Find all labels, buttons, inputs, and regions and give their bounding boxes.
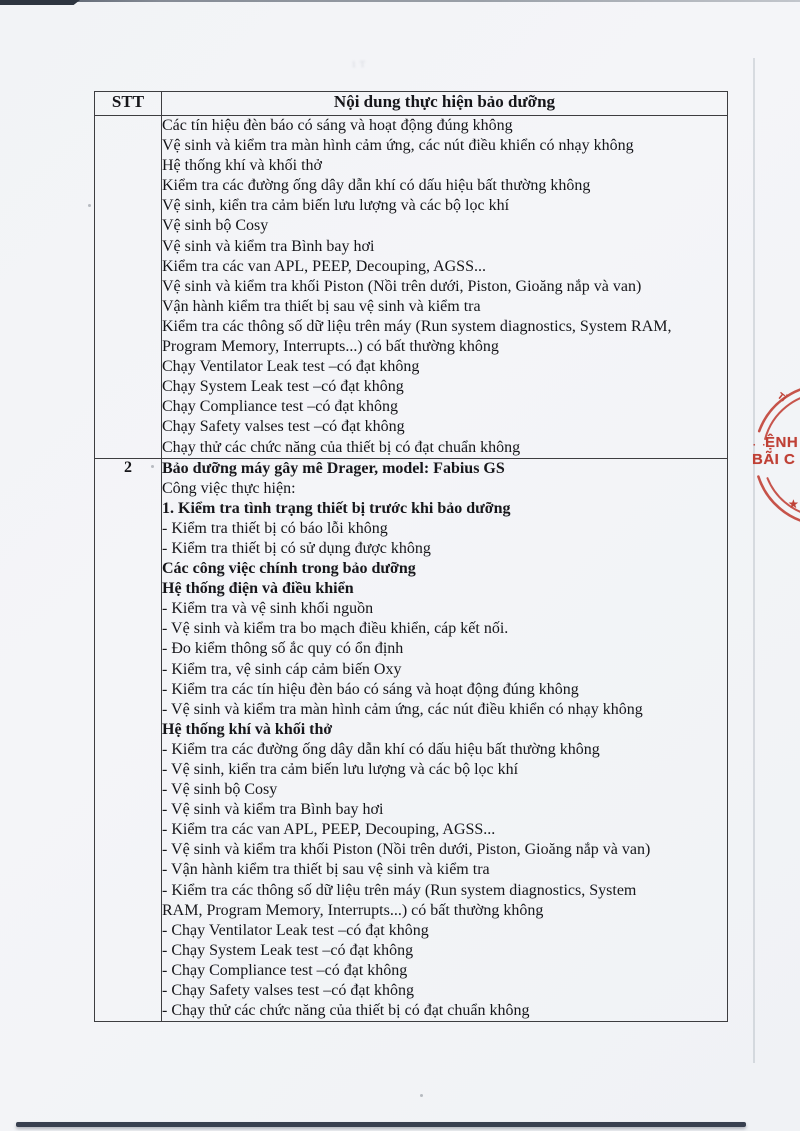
checklist-line: - Kiểm tra thiết bị có sử dụng được không: [162, 539, 431, 557]
checklist-line: - Vệ sinh, kiển tra cảm biến lưu lượng và các bộ lọc khí: [162, 761, 519, 778]
checklist-line: Các tín hiệu đèn báo có sáng và hoạt động đúng không: [162, 117, 513, 134]
checklist-line: - Kiểm tra các đường ống dây dẫn khí có dấu hiệu bất thường không: [162, 740, 600, 758]
row-number: [95, 116, 162, 459]
checklist-line: - Vận hành kiểm tra thiết bị sau vệ sinh và kiểm tra: [162, 861, 490, 879]
checklist-line: Vệ sinh, kiển tra cảm biến lưu lượng và các bộ lọc khí: [162, 197, 510, 215]
stamp-dots: · ·: [753, 440, 768, 450]
checklist-line: Vệ sinh và kiểm tra khối Piston (Nồi trên dưới, Piston, Gioăng nắp và van): [162, 277, 642, 295]
stamp-text-line2: BÃI C: [752, 451, 796, 468]
row-number: 2: [95, 458, 162, 1022]
scan-edge-top-left: [0, 0, 80, 5]
checklist-line: Kiểm tra các thông số dữ liệu trên máy (Run system diagnostics, System RAM,: [162, 317, 672, 335]
checklist-line: Hệ thống khí và khối thở: [162, 157, 322, 175]
checklist-line: - Kiểm tra các van APL, PEEP, Decouping, AGSS...: [162, 821, 496, 839]
checklist-line: - Kiểm tra các tín hiệu đèn báo có sáng và hoạt động đúng không: [162, 680, 579, 698]
table-row: [95, 458, 728, 1022]
checklist-line: Chạy Ventilator Leak test –có đạt không: [162, 358, 420, 376]
checklist-line: - Chạy thử các chức năng của thiết bị có đạt chuẩn không: [162, 1002, 530, 1020]
row-content: [162, 458, 728, 1022]
checklist-line: Program Memory, Interrupts...) có bất thường không: [162, 338, 499, 356]
checklist-line: Công việc thực hiện:: [162, 479, 296, 497]
checklist-line: - Đo kiểm thông số ắc quy có ổn định: [162, 640, 404, 658]
paper-crease: [753, 58, 755, 1063]
checklist-line: Vận hành kiểm tra thiết bị sau vệ sinh và kiểm tra: [162, 297, 481, 315]
scan-edge-top: [0, 0, 800, 2]
hospital-stamp: [745, 375, 800, 535]
checklist-line: - Chạy System Leak test –có đạt không: [162, 941, 414, 959]
checklist-line: Bảo dưỡng máy gây mê Drager, model: Fabius GS: [162, 459, 505, 477]
checklist-line: - Vệ sinh và kiểm tra khối Piston (Nồi trên dưới, Piston, Gioăng nắp và van): [162, 841, 651, 859]
scan-noise: ıт: [351, 54, 370, 71]
checklist-line: - Vệ sinh và kiểm tra màn hình cảm ứng, các nút điều khiển có nhạy không: [162, 700, 643, 718]
checklist-line: Chạy Safety valses test –có đạt không: [162, 418, 405, 436]
checklist-line: - Chạy Ventilator Leak test –có đạt không: [162, 921, 429, 939]
checklist-line: Chạy Compliance test –có đạt không: [162, 398, 398, 416]
checklist-line: Vệ sinh và kiểm tra Bình bay hơi: [162, 237, 375, 255]
checklist-line: - Vệ sinh và kiểm tra bo mạch điều khiển, cáp kết nối.: [162, 620, 509, 638]
stamp-star-icon: ★: [788, 497, 799, 511]
checklist-line: - Kiểm tra thiết bị có báo lỗi không: [162, 519, 388, 537]
header-content: Nội dung thực hiện bảo dưỡng: [162, 92, 728, 116]
maintenance-table: [94, 91, 728, 1022]
stamp-text-line1: ỆNH: [765, 434, 799, 451]
scan-edge-bottom: [16, 1122, 746, 1127]
checklist-line: Vệ sinh bộ Cosy: [162, 217, 269, 235]
stamp-arc-text: TỈ: [775, 390, 789, 404]
checklist-line: Hệ thống điện và điều khiển: [162, 580, 354, 598]
checklist-line: Kiểm tra các van APL, PEEP, Decouping, AGSS...: [162, 257, 486, 275]
checklist-line: RAM, Program Memory, Interrupts...) có bất thường không: [162, 901, 544, 919]
header-stt: STT: [95, 92, 162, 116]
scan-speck: [420, 1094, 423, 1097]
checklist-line: Các công việc chính trong bảo dưỡng: [162, 560, 416, 578]
checklist-line: - Chạy Safety valses test –có đạt không: [162, 982, 414, 1000]
checklist-line: Chạy thử các chức năng của thiết bị có đạt chuẩn không: [162, 438, 521, 456]
checklist-line: 1. Kiểm tra tình trạng thiết bị trước khi bảo dưỡng: [162, 499, 511, 517]
table-header-row: [95, 92, 728, 116]
table-row: [95, 116, 728, 459]
checklist-line: - Vệ sinh và kiểm tra Bình bay hơi: [162, 801, 384, 819]
checklist-line: - Kiểm tra và vệ sinh khối nguồn: [162, 600, 374, 618]
checklist-line: Kiểm tra các đường ống dây dẫn khí có dấu hiệu bất thường không: [162, 177, 591, 195]
checklist-line: - Vệ sinh bộ Cosy: [162, 781, 278, 799]
checklist-line: - Kiểm tra các thông số dữ liệu trên máy (Run system diagnostics, System: [162, 881, 637, 899]
checklist-line: Chạy System Leak test –có đạt không: [162, 378, 404, 396]
checklist-line: Hệ thống khí và khối thở: [162, 720, 333, 738]
row-content: [162, 116, 728, 459]
scan-speck: [88, 204, 91, 207]
checklist-line: - Chạy Compliance test –có đạt không: [162, 961, 408, 979]
checklist-line: Vệ sinh và kiểm tra màn hình cảm ứng, các nút điều khiển có nhạy không: [162, 137, 634, 155]
checklist-line: - Kiểm tra, vệ sinh cáp cảm biến Oxy: [162, 660, 402, 678]
